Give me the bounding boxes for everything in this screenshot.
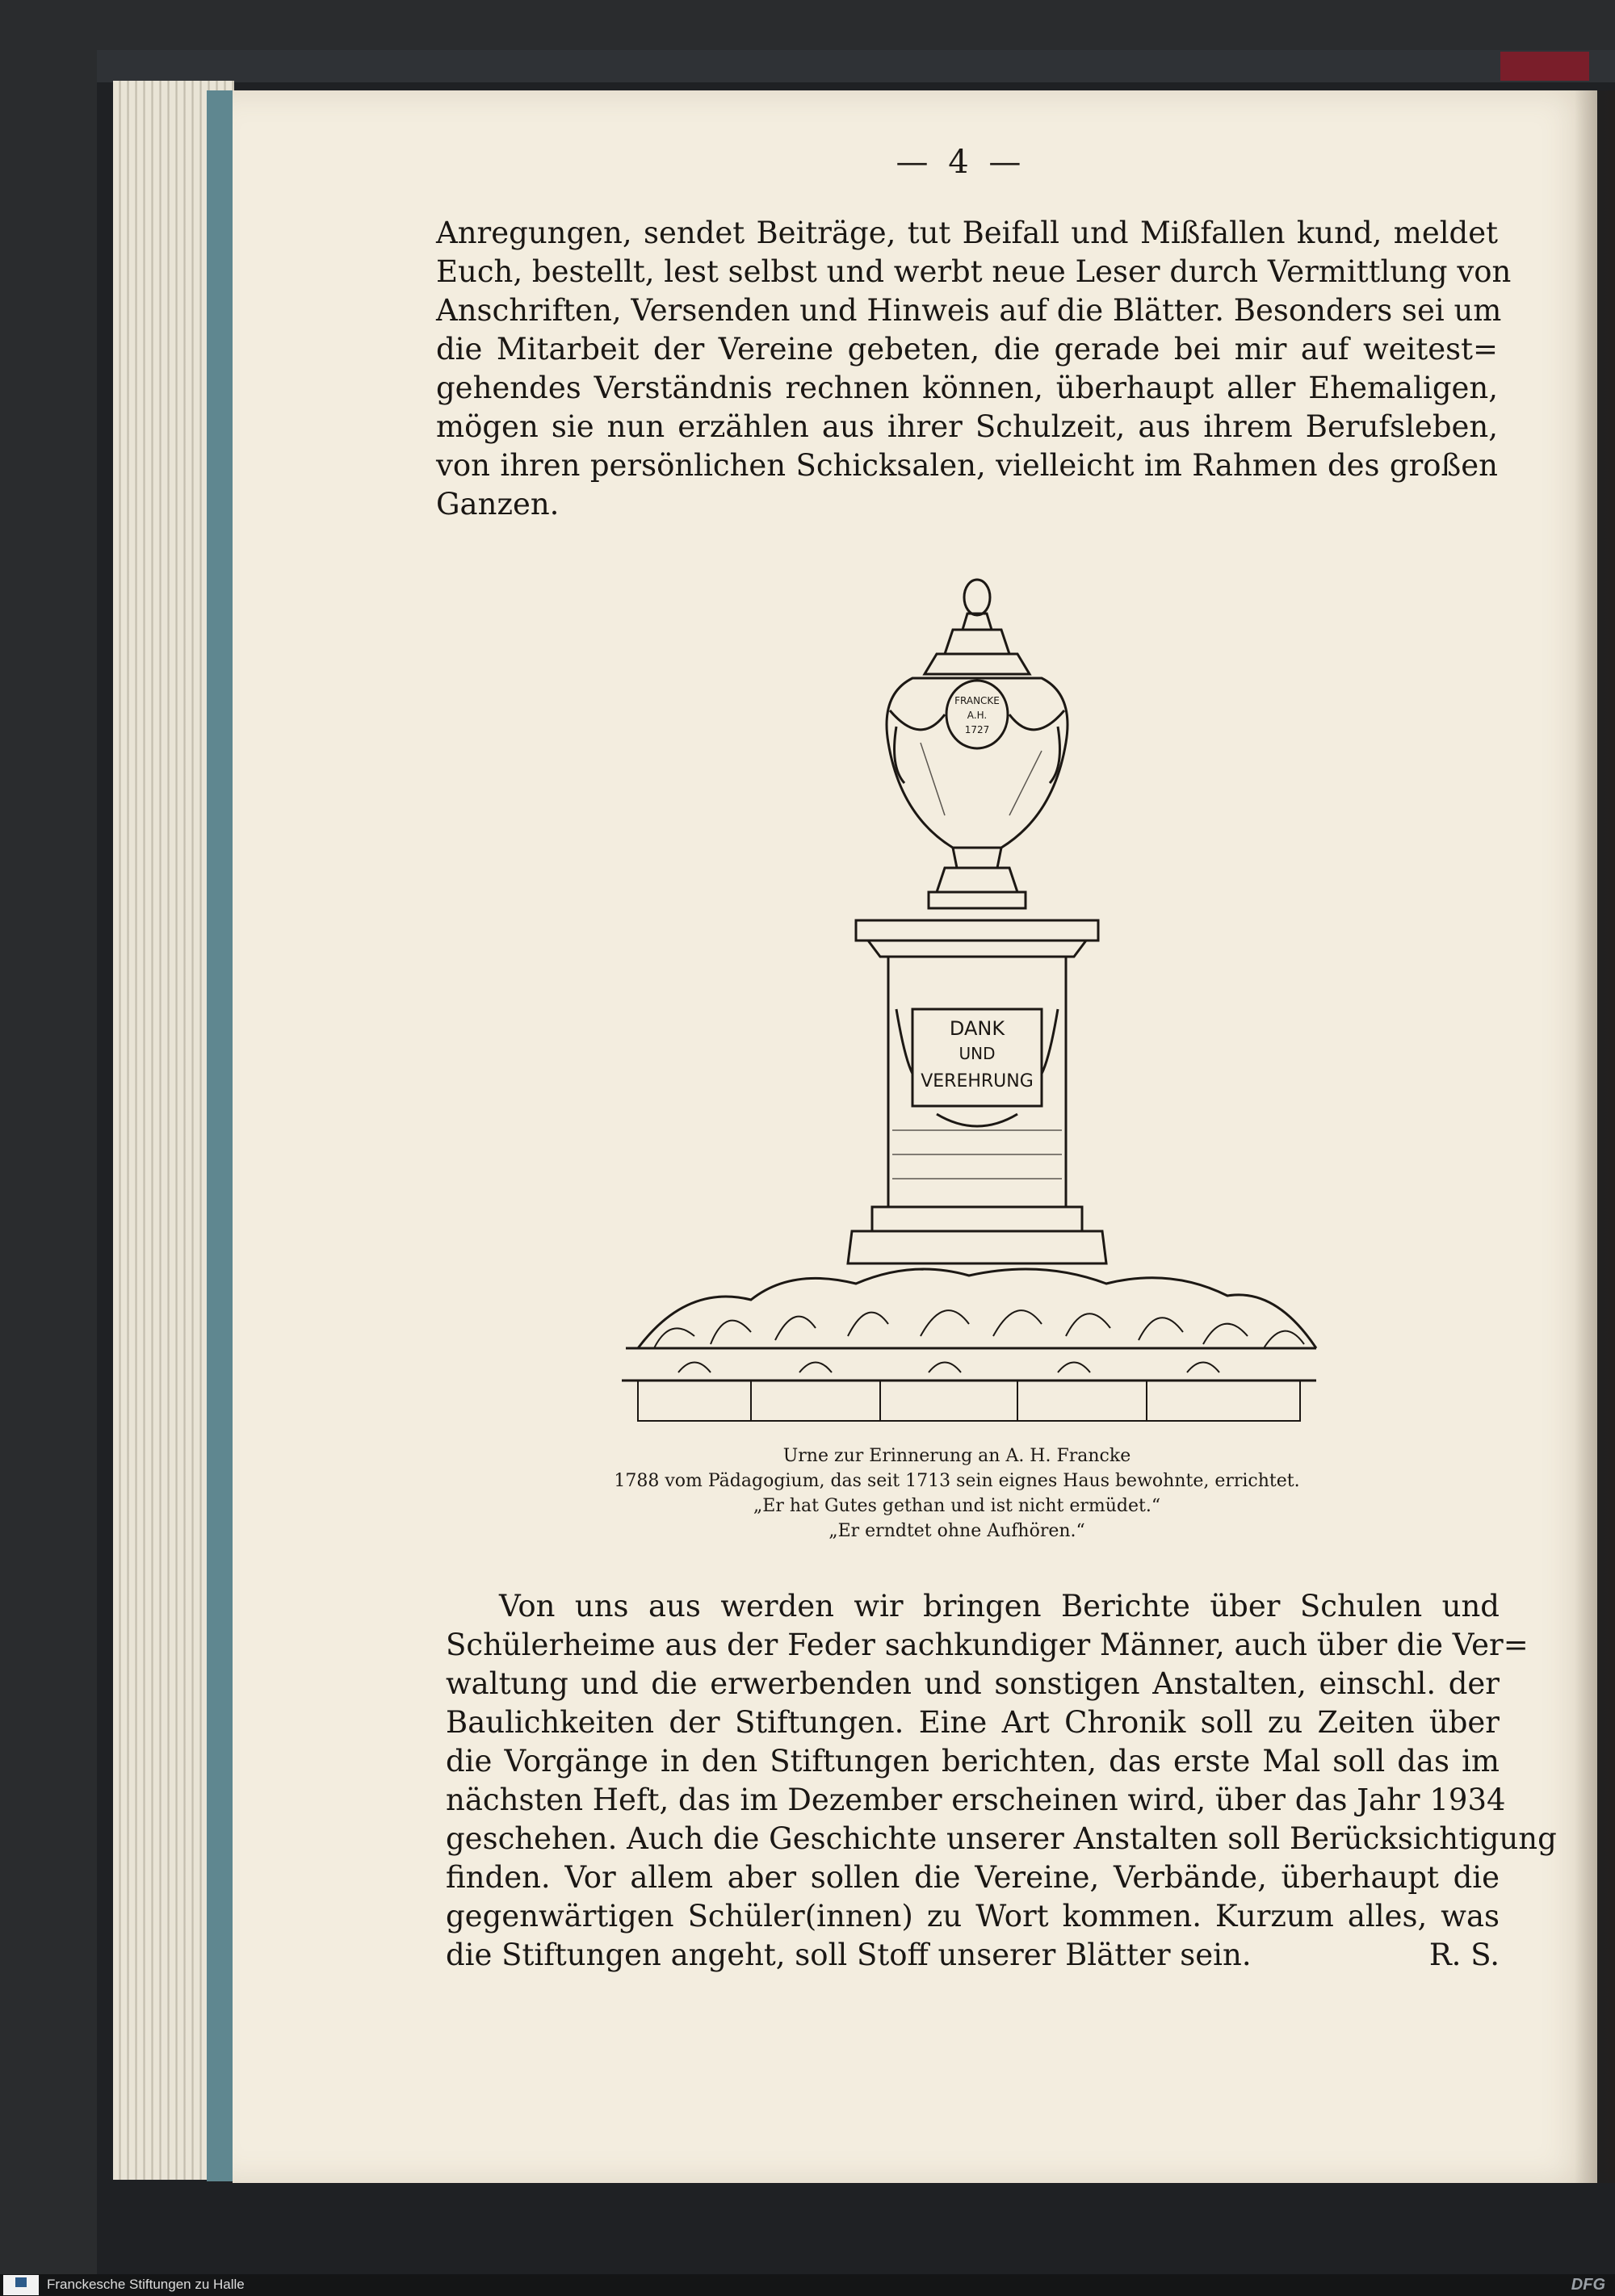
- plaque-text-verehrung: VEREHRUNG: [921, 1071, 1034, 1091]
- plant-bed: [638, 1269, 1316, 1348]
- teal-page-edge: [207, 90, 234, 2181]
- text-line: waltung und die erwerbenden und sonstigen Anstalten, einschl. der: [446, 1666, 1500, 1701]
- text-line: Euch, bestellt, lest selbst und werbt neue Leser durch Vermittlung von: [436, 254, 1512, 289]
- plaque-text-und: UND: [959, 1044, 996, 1063]
- text-line: von ihren persönlichen Schicksalen, vielleicht im Rahmen des großen: [436, 448, 1498, 483]
- last-line-text: die Stiftungen angeht, soll Stoff unserer Blätter sein.: [446, 1938, 1252, 1972]
- institution-logo-icon: [3, 2275, 39, 2295]
- text-line: finden. Vor allem aber sollen die Vereine, Verbände, überhaupt die: [446, 1860, 1500, 1895]
- text-line: Von uns aus werden wir bringen Berichte über Schulen und: [499, 1589, 1500, 1624]
- bookmark-ribbon: [1500, 52, 1589, 81]
- paragraph-2: [446, 1587, 1557, 1975]
- figure-caption: [517, 1443, 1397, 1544]
- text-line: gehendes Verständnis rechnen können, überhaupt aller Ehemaligen,: [436, 371, 1498, 405]
- page-number: — 4 —: [896, 144, 1026, 181]
- text-line: [446, 1936, 1500, 1975]
- text-line: Anregungen, sendet Beiträge, tut Beifall und Mißfallen kund, meldet: [436, 216, 1498, 250]
- text-line: geschehen. Auch die Geschichte unserer Anstalten soll Berücksichtigung: [446, 1821, 1557, 1856]
- medallion-text-1: FRANCKE: [954, 695, 1000, 706]
- plaque-text-dank: DANK: [949, 1017, 1005, 1040]
- gutter-shadow: [1575, 90, 1615, 2183]
- paragraph-1: [436, 214, 1512, 524]
- text-line: gegenwärtigen Schüler(innen) zu Wort kommen. Kurzum alles, was: [446, 1899, 1500, 1934]
- footer-institution: Franckesche Stiftungen zu Halle: [47, 2277, 245, 2292]
- medallion-text-3: 1727: [964, 724, 990, 735]
- dfg-logo: DFG: [1571, 2276, 1605, 2294]
- book-cover-top: [97, 50, 1615, 82]
- text-line: die Mitarbeit der Vereine gebeten, die gerade bei mir auf weitest=: [436, 332, 1498, 367]
- urn-monument-engraving: [589, 573, 1332, 1445]
- text-line: Baulichkeiten der Stiftungen. Eine Art Chronik soll zu Zeiten über: [446, 1705, 1500, 1740]
- caption-line-1: Urne zur Erinnerung an A. H. Francke: [782, 1446, 1131, 1466]
- text-line: nächsten Heft, das im Dezember erscheinen wird, über das Jahr 1934: [446, 1783, 1506, 1817]
- caption-line-2: 1788 vom Pädagogium, das seit 1713 sein eignes Haus bewohnte, errichtet.: [614, 1471, 1300, 1491]
- urn-finial: [964, 580, 990, 615]
- text-line: die Vorgänge in den Stiftungen berichten, das erste Mal soll das im: [446, 1744, 1500, 1779]
- author-signature: R. S.: [1428, 1938, 1500, 1972]
- text-line: Schülerheime aus der Feder sachkundiger Männer, auch über die Ver=: [446, 1628, 1529, 1662]
- text-line: mögen sie nun erzählen aus ihrer Schulzeit, aus ihrem Berufsleben,: [436, 409, 1498, 444]
- caption-line-3: „Er hat Gutes gethan und ist nicht ermüdet.“: [753, 1496, 1161, 1516]
- caption-line-4: „Er erndtet ohne Aufhören.“: [828, 1521, 1085, 1541]
- medallion-text-2: A.H.: [967, 710, 988, 721]
- text-line: Anschriften, Versenden und Hinweis auf die Blätter. Besonders sei um: [436, 293, 1502, 328]
- text-line: Ganzen.: [436, 487, 560, 522]
